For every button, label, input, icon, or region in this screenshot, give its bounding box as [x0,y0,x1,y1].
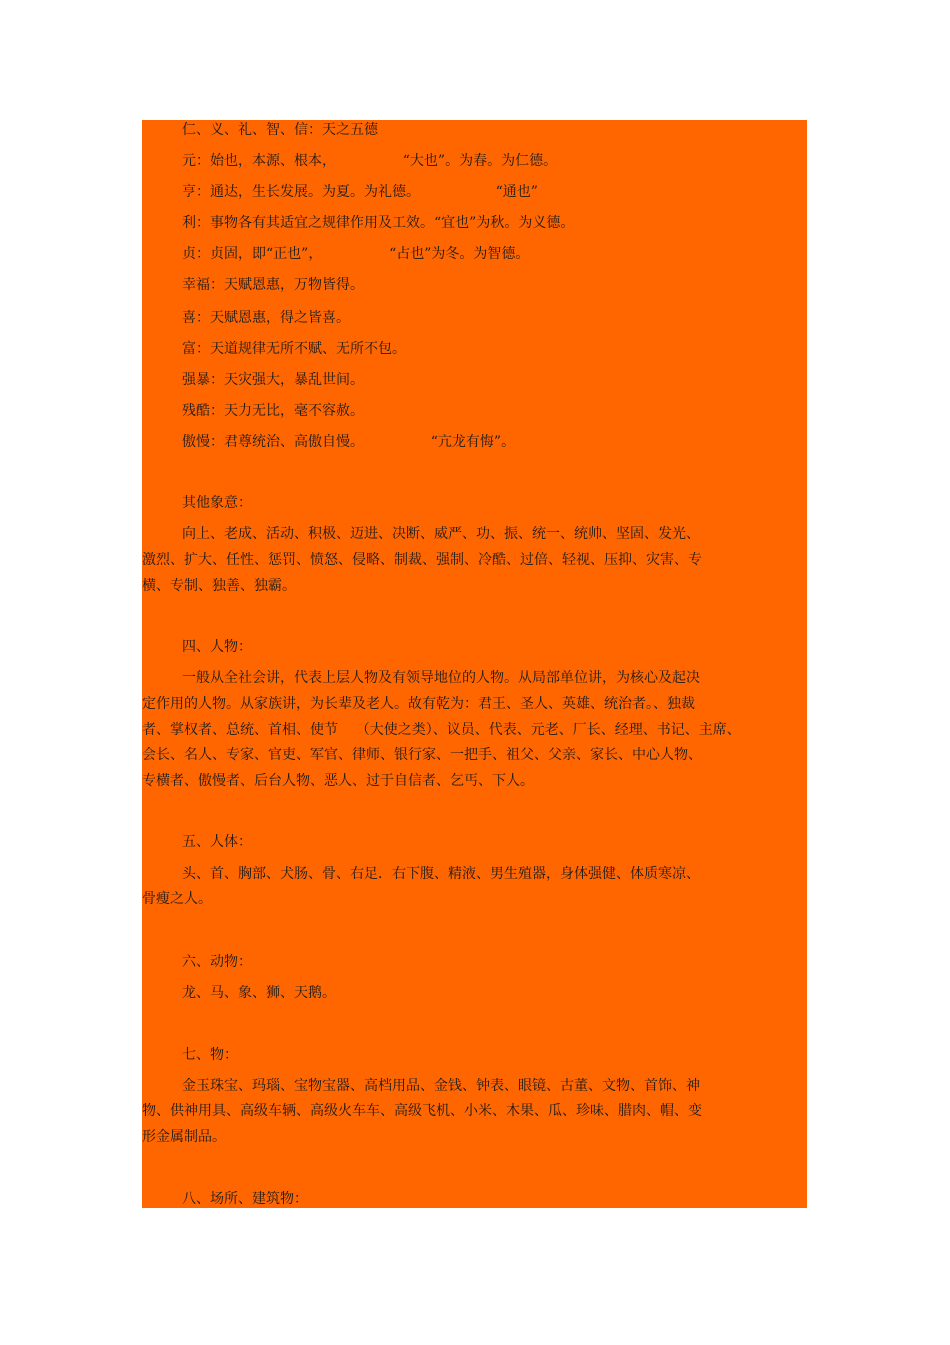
section-heading: 八、场所、建筑物： [182,1191,308,1207]
text-line: 贞：贞固，即“正也”， “占也”为冬。为智德。 [182,246,530,262]
text-line: 会长、名人、专家、官吏、军官、律师、银行家、一把手、祖父、父亲、家长、中心人物、 [142,747,702,763]
text-line: 头、首、胸部、犬肠、骨、右足．右下腹、精液、男生殖器，身体强健、体质寒凉、 [182,866,700,882]
document-page [142,120,807,1208]
text-line: 者、掌权者、总统、首相、使节 （大使之类）、议员、代表、元老、厂长、经理、书记、主席、 [142,722,741,738]
section-heading: 四、人物： [182,639,252,655]
section-heading: 五、人体： [182,834,252,850]
text-line: 喜：天赋恩惠，得之皆喜。 [182,310,350,326]
text-line: 富：天道规律无所不赋、无所不包。 [182,341,406,357]
text-line: 横、专制、独善、独霸。 [142,578,296,594]
text-line: 专横者、傲慢者、后台人物、恶人、过于自信者、乞丐、下人。 [142,773,534,789]
text-line: 激烈、扩大、任性、惩罚、愤怒、侵略、制裁、强制、冷酷、过倍、轻视、压抑、灾害、专 [142,552,702,568]
text-line: 利：事物各有其适宜之规律作用及工效。“宜也”为秋。为义德。 [182,215,575,231]
text-line: 残酷：天力无比，毫不容赦。 [182,403,364,419]
section-heading: 其他象意： [182,495,252,511]
text-line: 一般从全社会讲，代表上层人物及有领导地位的人物。从局部单位讲，为核心及起决 [182,670,700,686]
text-line: 仁、义、礼、智、信：天之五德 [182,122,378,138]
text-line: 形金属制品。 [142,1129,226,1145]
text-line: 龙、马、象、狮、天鹅。 [182,985,336,1001]
text-line: 金玉珠宝、玛瑙、宝物宝器、高档用品、金钱、钟表、眼镜、古董、文物、首饰、神 [182,1078,700,1094]
text-line: 傲慢：君尊统治、高傲自慢。 “亢龙有悔”。 [182,434,516,450]
section-heading: 六、动物： [182,954,252,970]
text-line: 亨：通达，生长发展。为夏。为礼德。 “通也” [182,184,538,200]
section-heading: 七、物： [182,1047,238,1063]
text-line: 定作用的人物。从家族讲，为长辈及老人。故有乾为：君王、圣人、英雄、统治者。、独裁 [142,696,695,712]
text-line: 幸福：天赋恩惠，万物皆得。 [182,277,364,293]
text-line: 骨瘦之人。 [142,891,212,907]
text-line: 向上、老成、活动、积极、迈进、决断、威严、功、振、统一、统帅、坚固、发光、 [182,526,700,542]
text-line: 物、供神用具、高级车辆、高级火车车、高级飞机、小米、木果、瓜、珍味、腊肉、帽、变 [142,1103,702,1119]
text-line: 强暴：天灾强大，暴乱世间。 [182,372,364,388]
text-line: 元：始也，本源、根本， “大也”。为春。为仁德。 [182,153,558,169]
